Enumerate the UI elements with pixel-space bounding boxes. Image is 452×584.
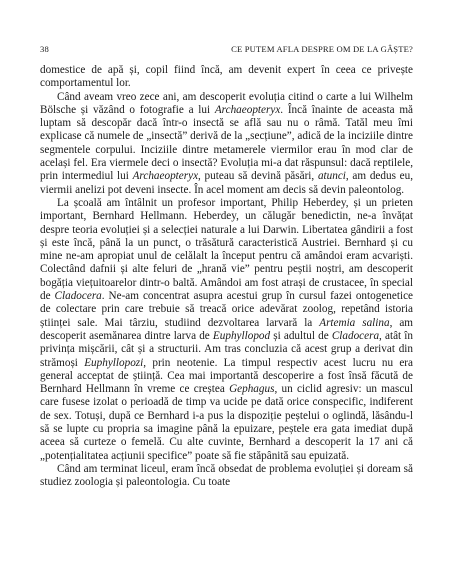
text-run: , prin neotenie. La timpul respectiv acest lucru nu era general acceptat de știință. Cea mai importantă descoperire a fost însă făcută de Bernhard Hellmann în vreme ce creștea	[40, 356, 414, 396]
italic-text: Euphyllopozi	[84, 356, 144, 369]
body-text	[40, 64, 413, 490]
paragraph	[40, 91, 413, 197]
text-run: și adultul de	[270, 329, 332, 342]
italic-text: Cladocera	[331, 329, 380, 342]
text-run: domestice de apă și, copil fiind încă, am devenit expert în ceea ce privește comportamentul lor.	[40, 64, 413, 90]
running-title: CE PUTEM AFLA DESPRE OM DE LA GÂȘTE?	[231, 44, 413, 54]
paragraph	[40, 197, 413, 463]
italic-text: Euphyllopod	[212, 329, 271, 342]
running-header	[40, 44, 413, 56]
italic-text: Cladocera	[54, 290, 102, 303]
text-run: Când am terminat liceul, eram încă obsedat de problema evoluției și doream să studiez zoologia și paleontologia. Cu toate	[40, 462, 413, 489]
italic-text: atunci	[317, 170, 346, 183]
text-run: . Încă înainte de aceasta mă luptam să descopăr dacă într-o insectă se află sau nu o râmă. Tatăl meu îmi explicase că numele de „insectă” derivă de la „secțiune”, adică de la inciziile dintre segmentele corpului. Inciziile dintre metamerele viermilor erau în mod clar de același fel. Era viermele deci o insectă? Evoluția mi-a dat răspunsul: dacă reptilele, prin intermediul lui	[40, 103, 413, 183]
page-number: 38	[40, 44, 49, 54]
paragraph	[40, 64, 413, 91]
italic-text: Archaeopteryx	[132, 170, 199, 183]
italic-text: Artemia salina	[319, 316, 390, 329]
text-run: Când aveam vreo zece ani, am descoperit evoluția citind o carte a lui Wilhelm Bölsche și văzând o fotografie a lui	[40, 90, 413, 116]
italic-text: Archaeopteryx	[214, 103, 281, 116]
paragraph	[40, 463, 413, 490]
text-run: , am dedus eu, viermii anelizi pot deveni insecte. În acel moment am decis să devin paleontolog.	[40, 170, 414, 196]
text-run: , atât în privința mișcării, cât și a structurii. Am tras concluzia că acest grup a derivat din strămoși	[40, 329, 413, 369]
text-run: , un ciclid agresiv: un mascul care fusese izolat o perioadă de timp va ucide pe dată orice conspecific, indiferent de sex. Totuși, după ce Bernhard i-a pus la dispoziție peștelui o oglindă, lăsându-l să se lupte cu propria sa imagine până la epuizare, peștele era gata imediat după aceea să curteze o femelă. Cu alte cuvinte, Bernhard a descoperit la 17 ani că „potențialitatea acțiunii specifice” poate să fie stăpânită sau epuizată.	[40, 383, 413, 462]
text-run: , am descoperit asemănarea dintre larva de	[40, 316, 413, 342]
text-run: , puteau să devină păsări,	[198, 170, 318, 183]
italic-text: Gephagus	[229, 383, 275, 396]
text-run: La școală am întâlnit un profesor important, Philip Heberdey, și un prieten important, Bernhard Hellmann. Heberdey, un călugăr benedictin, ne-a învățat despre teoria evoluției și a selecției naturale a lui Darwin. Libertatea gândirii a fost și este încă, până la un punct, o trăsătură caracteristică Austriei. Bernhard și cu mine ne-am apropiat unul de celălalt la început pentru că amândoi eram acvariști. Colectând dafnii și alte feluri de „hrană vie” pentru peștii noștri, am descoperit bogăția viețuitoarelor dintr-o baltă. Amândoi am fost atrași de crustacee, în special de	[40, 196, 413, 303]
text-run: . Ne-am concentrat asupra acestui grup în cursul fazei ontogenetice de colectare prin care trebuie să treacă orice adevărat zoolog, repetând istoria științei sale. Mai târziu, studiind dezvoltarea larvară la	[40, 290, 413, 329]
